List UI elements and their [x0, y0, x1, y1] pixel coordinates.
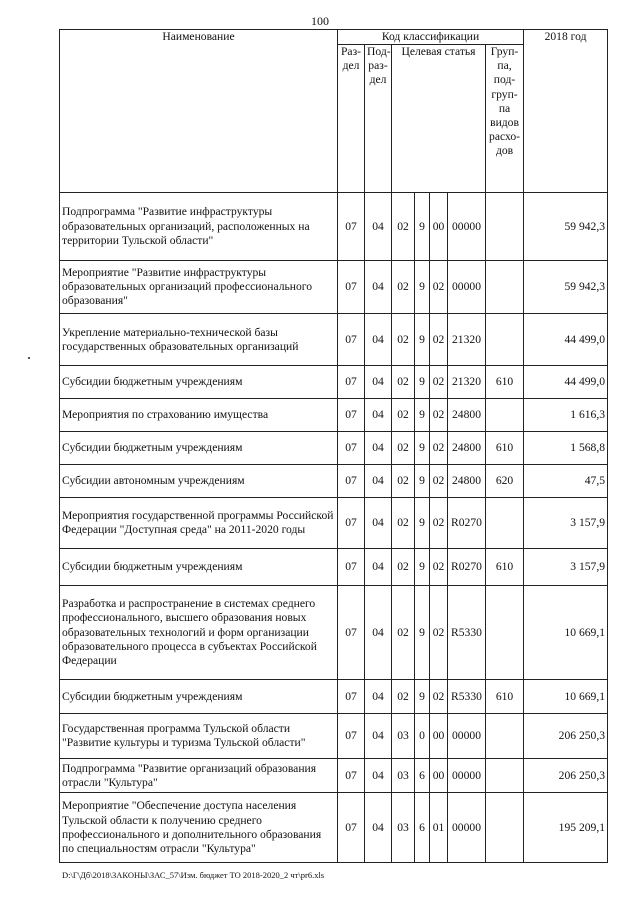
row-code-vr: [486, 314, 524, 366]
row-code-cs3: 02: [430, 261, 448, 314]
row-code-pr: 04: [365, 793, 392, 863]
row-code-rz: 07: [338, 432, 365, 465]
row-code-cs3: 00: [430, 193, 448, 261]
row-code-vr: [486, 714, 524, 759]
row-code-vr: [486, 586, 524, 680]
row-code-cs1: 02: [392, 399, 415, 432]
row-code-pr: 04: [365, 549, 392, 586]
table-row: [60, 261, 608, 314]
row-code-cs2: 6: [415, 793, 430, 863]
table-row: [60, 586, 608, 680]
row-code-pr: 04: [365, 714, 392, 759]
row-code-cs1: 02: [392, 498, 415, 549]
row-code-cs2: 6: [415, 759, 430, 793]
header-target-article: Целевая статья: [392, 45, 486, 193]
row-amount: 206 250,3: [524, 759, 608, 793]
row-code-cs2: 0: [415, 714, 430, 759]
row-code-cs2: 9: [415, 680, 430, 714]
row-code-vr: [486, 399, 524, 432]
row-code-vr: 610: [486, 432, 524, 465]
row-code-rz: 07: [338, 759, 365, 793]
row-code-vr: [486, 759, 524, 793]
row-code-rz: 07: [338, 193, 365, 261]
row-code-cs2: 9: [415, 314, 430, 366]
row-code-cs1: 02: [392, 465, 415, 498]
row-amount: 1 568,8: [524, 432, 608, 465]
header-classification: Код классификации: [338, 30, 524, 45]
row-code-cs1: 03: [392, 759, 415, 793]
table-row: [60, 432, 608, 465]
row-code-cs3: 02: [430, 465, 448, 498]
row-code-vr: [486, 261, 524, 314]
row-code-cs2: 9: [415, 432, 430, 465]
row-amount: 3 157,9: [524, 498, 608, 549]
row-code-cs2: 9: [415, 465, 430, 498]
table-row: [60, 714, 608, 759]
scan-speck: [28, 357, 30, 359]
row-amount: 10 669,1: [524, 680, 608, 714]
row-code-cs2: 9: [415, 261, 430, 314]
row-code-rz: 07: [338, 314, 365, 366]
row-code-cs4: R5330: [448, 586, 486, 680]
row-code-rz: 07: [338, 366, 365, 399]
row-code-vr: 620: [486, 465, 524, 498]
row-name: Мероприятие "Развитие инфраструктуры образовательных организаций профессионального образования": [60, 261, 338, 314]
row-code-cs4: 00000: [448, 261, 486, 314]
row-name: Подпрограмма "Развитие инфраструктуры образовательных организаций, расположенных на территории Тульской области": [60, 193, 338, 261]
row-code-pr: 04: [365, 314, 392, 366]
table-row: [60, 793, 608, 863]
row-code-cs3: 02: [430, 586, 448, 680]
row-code-rz: 07: [338, 793, 365, 863]
row-code-rz: 07: [338, 586, 365, 680]
row-code-cs1: 03: [392, 714, 415, 759]
row-amount: 10 669,1: [524, 586, 608, 680]
row-code-cs2: 9: [415, 586, 430, 680]
row-code-cs3: 02: [430, 366, 448, 399]
row-code-cs1: 02: [392, 586, 415, 680]
row-code-cs1: 02: [392, 366, 415, 399]
row-code-cs3: 02: [430, 314, 448, 366]
row-code-vr: 610: [486, 680, 524, 714]
row-name: Субсидии бюджетным учреждениям: [60, 366, 338, 399]
row-code-pr: 04: [365, 465, 392, 498]
row-name: Мероприятия по страхованию имущества: [60, 399, 338, 432]
table-row: [60, 193, 608, 261]
row-code-rz: 07: [338, 714, 365, 759]
table-row: [60, 680, 608, 714]
row-code-cs4: 21320: [448, 314, 486, 366]
row-code-pr: 04: [365, 261, 392, 314]
row-code-cs3: 02: [430, 399, 448, 432]
row-code-vr: [486, 498, 524, 549]
table-row: [60, 314, 608, 366]
row-code-cs4: 00000: [448, 714, 486, 759]
row-name: Мероприятие "Обеспечение доступа населения Тульской области к получению среднего профессионального и дополнительного образования по специальностям отрасли "Культура": [60, 793, 338, 863]
table-row: [60, 549, 608, 586]
row-name: Субсидии бюджетным учреждениям: [60, 432, 338, 465]
row-code-pr: 04: [365, 759, 392, 793]
row-amount: 59 942,3: [524, 193, 608, 261]
row-code-pr: 04: [365, 680, 392, 714]
row-code-cs4: 21320: [448, 366, 486, 399]
row-code-cs3: 02: [430, 498, 448, 549]
row-code-rz: 07: [338, 465, 365, 498]
row-amount: 1 616,3: [524, 399, 608, 432]
row-code-cs1: 02: [392, 193, 415, 261]
row-name: Подпрограмма "Развитие организаций образования отрасли "Культура": [60, 759, 338, 793]
row-code-vr: 610: [486, 366, 524, 399]
row-code-rz: 07: [338, 399, 365, 432]
row-code-rz: 07: [338, 498, 365, 549]
table-row: [60, 498, 608, 549]
row-name: Мероприятия государственной программы Российской Федерации "Доступная среда" на 2011-2020 годы: [60, 498, 338, 549]
table-row: [60, 465, 608, 498]
table-row: [60, 759, 608, 793]
row-amount: 195 209,1: [524, 793, 608, 863]
budget-table: [59, 29, 608, 863]
row-amount: 44 499,0: [524, 314, 608, 366]
header-subsection: Под- раз- дел: [365, 45, 392, 193]
row-name: Субсидии автономным учреждениям: [60, 465, 338, 498]
row-code-cs4: R0270: [448, 498, 486, 549]
row-code-cs3: 02: [430, 680, 448, 714]
row-code-cs2: 9: [415, 399, 430, 432]
row-amount: 47,5: [524, 465, 608, 498]
page-number: 100: [311, 14, 329, 28]
row-code-cs1: 03: [392, 793, 415, 863]
table-row: [60, 399, 608, 432]
row-name: Государственная программа Тульской области "Развитие культуры и туризма Тульской области": [60, 714, 338, 759]
row-amount: 206 250,3: [524, 714, 608, 759]
file-path-footer: D:\Г\Дб\2018\ЗАКОНЫ\ЗАС_57\Изм. бюджет ТО 2018-2020_2 чт\pr6.xls: [62, 870, 325, 880]
row-code-cs1: 02: [392, 432, 415, 465]
row-amount: 3 157,9: [524, 549, 608, 586]
row-code-cs1: 02: [392, 261, 415, 314]
row-name: Укрепление материально-технической базы государственных образовательных организаций: [60, 314, 338, 366]
row-code-cs3: 00: [430, 714, 448, 759]
row-code-pr: 04: [365, 498, 392, 549]
row-code-vr: [486, 193, 524, 261]
row-code-cs1: 02: [392, 549, 415, 586]
row-code-pr: 04: [365, 399, 392, 432]
row-code-cs4: 00000: [448, 193, 486, 261]
row-code-cs2: 9: [415, 498, 430, 549]
row-code-rz: 07: [338, 680, 365, 714]
row-name: Разработка и распространение в системах среднего профессионального, высшего образования новых образовательных технологий и форм организации образовательного процесса в субъектах Российской Федерации: [60, 586, 338, 680]
row-code-cs4: 24800: [448, 432, 486, 465]
row-code-pr: 04: [365, 366, 392, 399]
row-code-cs4: 24800: [448, 465, 486, 498]
row-name: Субсидии бюджетным учреждениям: [60, 549, 338, 586]
row-code-rz: 07: [338, 261, 365, 314]
row-code-cs3: 02: [430, 549, 448, 586]
header-section: Раз- дел: [338, 45, 365, 193]
row-code-cs1: 02: [392, 314, 415, 366]
row-code-cs4: 00000: [448, 759, 486, 793]
table-body: [60, 193, 608, 863]
row-code-cs2: 9: [415, 549, 430, 586]
row-code-cs3: 01: [430, 793, 448, 863]
row-amount: 44 499,0: [524, 366, 608, 399]
header-name: Наименование: [60, 30, 338, 193]
row-code-cs4: 00000: [448, 793, 486, 863]
row-code-vr: [486, 793, 524, 863]
row-code-vr: 610: [486, 549, 524, 586]
row-code-cs2: 9: [415, 366, 430, 399]
row-code-pr: 04: [365, 586, 392, 680]
row-amount: 59 942,3: [524, 261, 608, 314]
row-code-rz: 07: [338, 549, 365, 586]
row-code-cs2: 9: [415, 193, 430, 261]
row-name: Субсидии бюджетным учреждениям: [60, 680, 338, 714]
header-year: 2018 год: [524, 30, 608, 193]
row-code-pr: 04: [365, 432, 392, 465]
header-expense-group: Груп- па, под- груп- па видов расхо- дов: [486, 45, 524, 193]
row-code-cs1: 02: [392, 680, 415, 714]
row-code-cs4: R5330: [448, 680, 486, 714]
row-code-cs3: 02: [430, 432, 448, 465]
table-row: [60, 366, 608, 399]
row-code-cs4: 24800: [448, 399, 486, 432]
row-code-pr: 04: [365, 193, 392, 261]
row-code-cs3: 00: [430, 759, 448, 793]
row-code-cs4: R0270: [448, 549, 486, 586]
